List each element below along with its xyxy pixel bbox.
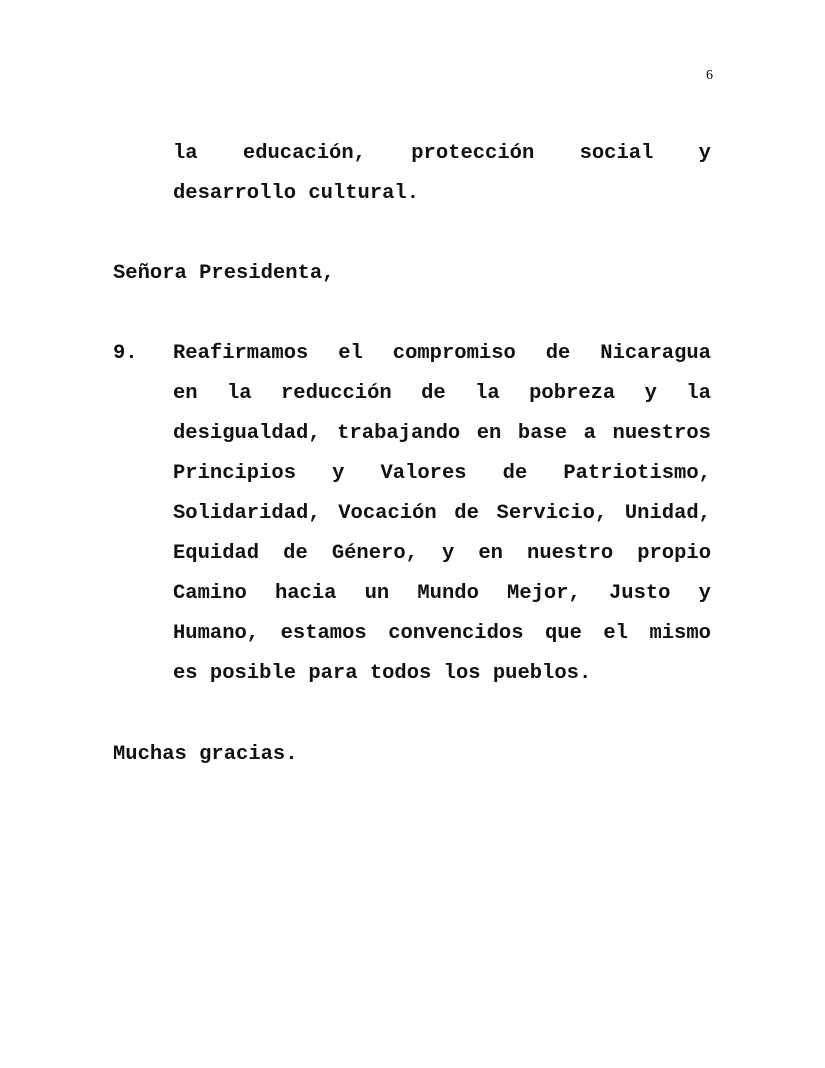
paragraph-line <box>173 422 711 446</box>
word: propio <box>637 542 711 565</box>
word: compromiso <box>392 342 516 365</box>
word: nuestros <box>612 422 711 445</box>
word: Justo <box>608 582 671 605</box>
paragraph-last-line: es posible para todos los pueblos. <box>173 662 592 685</box>
word: en <box>173 382 198 405</box>
word: protección <box>411 142 535 165</box>
word: Patriotismo, <box>563 462 711 485</box>
word: y <box>332 462 345 485</box>
word: educación, <box>242 142 366 165</box>
word: base <box>517 422 568 445</box>
closing: Muchas gracias. <box>113 743 298 766</box>
word: Vocación <box>338 502 437 525</box>
word: desigualdad, <box>173 422 321 445</box>
paragraph-line <box>173 622 711 646</box>
word: Mejor, <box>507 582 581 605</box>
word: de <box>502 462 528 485</box>
word: la <box>173 142 198 165</box>
word: Humano, <box>173 622 260 645</box>
salutation: Señora Presidenta, <box>113 262 335 285</box>
word: de <box>454 502 479 525</box>
word: Servicio, <box>496 502 608 525</box>
page-number: 6 <box>706 68 713 83</box>
word: pobreza <box>529 382 616 405</box>
word: a <box>583 422 596 445</box>
paragraph-line <box>173 502 711 526</box>
word: Solidaridad, <box>173 502 321 525</box>
word: Mundo <box>417 582 479 605</box>
word: el <box>603 622 628 645</box>
word: de <box>545 342 571 365</box>
paragraph-number: 9. <box>113 342 138 365</box>
paragraph-line <box>173 462 711 486</box>
word: y <box>698 142 711 165</box>
paragraph-line <box>173 382 711 406</box>
word: y <box>644 382 657 405</box>
word: Equidad <box>173 542 260 565</box>
word: y <box>442 542 455 565</box>
continuation-line-1 <box>173 142 711 166</box>
word: y <box>698 582 711 605</box>
word: en <box>478 542 503 565</box>
word: que <box>544 622 582 645</box>
word: Principios <box>173 462 297 485</box>
paragraph-line <box>173 582 711 606</box>
word: de <box>283 542 308 565</box>
word: en <box>476 422 502 445</box>
word: Género, <box>331 542 418 565</box>
word: Valores <box>380 462 467 485</box>
word: la <box>475 382 500 405</box>
word: social <box>579 142 654 165</box>
paragraph-line <box>173 342 711 366</box>
word: estamos <box>280 622 367 645</box>
word: Unidad, <box>624 502 711 525</box>
word: Camino <box>173 582 247 605</box>
continuation-line-2: desarrollo cultural. <box>173 182 420 205</box>
word: la <box>227 382 252 405</box>
word: trabajando <box>337 422 461 445</box>
word: de <box>421 382 446 405</box>
word: la <box>686 382 711 405</box>
word: reducción <box>281 382 392 405</box>
word: el <box>338 342 363 365</box>
word: mismo <box>649 622 711 645</box>
word: nuestro <box>527 542 614 565</box>
word: un <box>364 582 390 605</box>
paragraph-line <box>173 542 711 566</box>
word: hacia <box>274 582 337 605</box>
word: convencidos <box>388 622 524 645</box>
word: Reafirmamos <box>173 342 309 365</box>
word: Nicaragua <box>600 342 711 365</box>
